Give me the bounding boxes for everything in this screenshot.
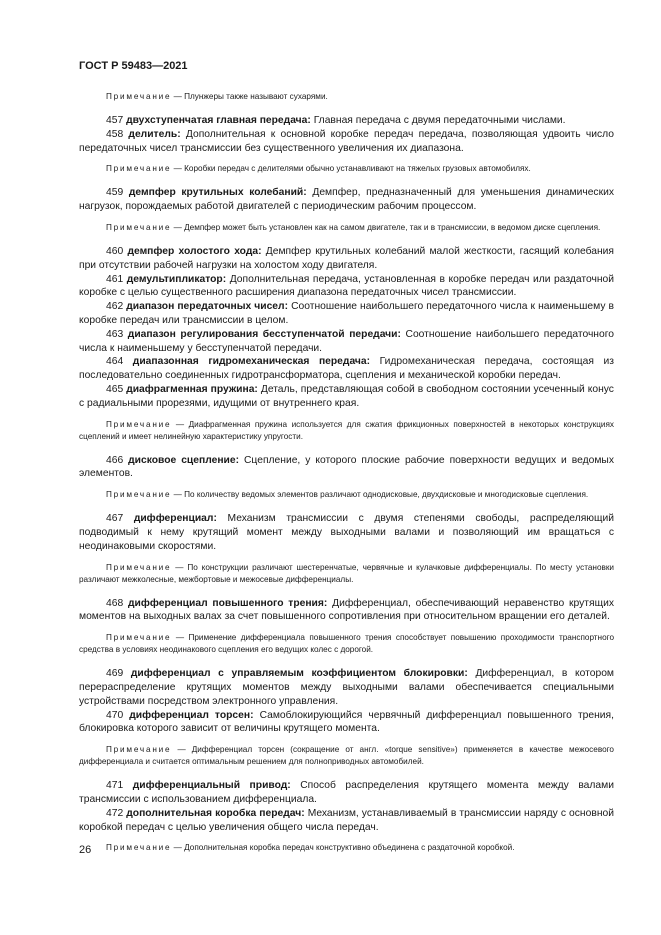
term-name: дополнительная коробка передач: xyxy=(126,807,305,819)
term-definition xyxy=(79,597,614,625)
note-label: Примечание xyxy=(106,164,172,174)
note-label: Примечание xyxy=(106,562,172,572)
term-text: Демпфер крутильных колебаний малой жесткости, гасящий колебания при отсутствии рабочей нагрузки на холостом ходу двигателя. xyxy=(79,245,614,271)
term-definition xyxy=(79,807,614,835)
term-name: диапазон регулирования бесступенчатой передачи: xyxy=(127,328,401,340)
term-number: 458 xyxy=(106,128,124,140)
note-paragraph xyxy=(79,744,614,768)
term-text: Главная передача с двумя передаточными числами. xyxy=(313,115,566,126)
term-name: демультипликатор: xyxy=(126,273,227,285)
note-text: — Применение дифференциала повышенного трения способствует повышению проходимости транспортного средства в условиях неодинакового сцепления его ведущих колес с дорогой. xyxy=(79,633,614,655)
term-number: 464 xyxy=(106,356,124,368)
term-number: 466 xyxy=(106,454,124,466)
note-text: — Диафрагменная пружина используется для сжатия фрикционных поверхностей в некоторых конструкциях сцеплений и имеет нелинейную характеристику упругости. xyxy=(79,419,614,441)
note-paragraph xyxy=(79,163,614,175)
note-paragraph xyxy=(79,222,614,234)
note-paragraph xyxy=(79,419,614,443)
term-name: дифференциальный привод: xyxy=(132,780,291,792)
term-text: Демпфер, предназначенный для уменьшения динамических нагрузок, порождаемых работой двигателей с периодическим рабочим процессом. xyxy=(79,187,614,213)
term-text: Дифференциал, обеспечивающий неравенство крутящих моментов на выходных валах за счет повышенного сопротивления при относительном вращении его деталей. xyxy=(79,597,614,623)
note-label: Примечание xyxy=(106,92,172,101)
term-number: 463 xyxy=(106,328,124,340)
term-number: 465 xyxy=(106,383,124,395)
note-paragraph xyxy=(79,91,614,103)
term-text: Механизм, устанавливаемый в трансмиссии наряду с основной коробкой передач с целью увеличения общего числа передач. xyxy=(79,807,614,833)
term-number: 472 xyxy=(106,807,124,819)
term-name: дифференциал торсен: xyxy=(129,709,254,721)
term-name: диапазонная гидромеханическая передача: xyxy=(132,356,371,368)
term-name: дисковое сцепление: xyxy=(128,454,240,466)
term-name: дифференциал с управляемым коэффициентом блокировки: xyxy=(130,668,468,680)
term-definition xyxy=(79,328,614,356)
note-paragraph xyxy=(79,632,614,656)
term-number: 467 xyxy=(106,513,124,525)
term-number: 460 xyxy=(106,245,124,257)
term-number: 471 xyxy=(106,780,124,792)
term-text: Самоблокирующийся червячный дифференциал повышенного трения, блокировка которого зависит от величины крутящего момента. xyxy=(79,709,614,735)
term-definition xyxy=(79,355,614,383)
term-name: демпфер крутильных колебаний: xyxy=(128,187,307,199)
note-label: Примечание xyxy=(106,633,172,643)
term-number: 461 xyxy=(106,273,124,285)
term-definition xyxy=(79,667,614,708)
term-number: 457 xyxy=(106,115,124,126)
term-text: Соотношение наибольшего передаточного числа к наименьшему у бесступенчатой передачи. xyxy=(79,328,614,354)
note-label: Примечание xyxy=(106,745,172,755)
note-text: — Коробки передач с делителями обычно устанавливают на тяжелых грузовых автомобилях. xyxy=(173,164,531,174)
term-name: дифференциал: xyxy=(133,513,217,525)
note-label: Примечание xyxy=(106,490,172,500)
term-name: двухступенчатая главная передача: xyxy=(126,115,311,126)
term-name: делитель: xyxy=(128,128,181,140)
note-text: — Демпфер может быть установлен как на самом двигателе, так и в трансмиссии, в ведомом диске сцепления. xyxy=(173,222,601,232)
document-body xyxy=(79,91,614,865)
term-text: Дифференциал, в котором перераспределение крутящих моментов между выходными валами обеспечивается специальными устройствами посредством электронного управления. xyxy=(79,668,614,707)
note-text: — Дифференциал торсен (сокращение от англ. «torque sensitive») применяется в качестве межосевого дифференциала и считается оптимальным решением для полноприводных автомобилей. xyxy=(79,745,614,767)
term-name: дифференциал повышенного трения: xyxy=(127,597,328,609)
term-number: 469 xyxy=(106,668,124,680)
term-number: 462 xyxy=(106,301,124,313)
term-definition xyxy=(79,383,614,411)
page-number: 26 xyxy=(79,844,92,856)
note-paragraph xyxy=(79,842,614,854)
term-definition xyxy=(79,709,614,737)
term-text: Соотношение наибольшего передаточного числа к наименьшему в коробке передач или трансмиссии в целом. xyxy=(79,301,614,326)
term-text: Дополнительная передача, установленная в коробке передач или раздаточной коробке с целью существенного расширения диапазона передаточных чисел трансмиссии. xyxy=(79,273,614,299)
note-text: — По количеству ведомых элементов различают однодисковые, двухдисковые и многодисковые сцепления. xyxy=(173,490,589,500)
note-text: — Плунжеры также называют сухарями. xyxy=(173,92,328,101)
term-text: Сцепление, у которого плоские рабочие поверхности ведущих и ведомых элементов. xyxy=(79,454,614,480)
note-text: — Дополнительная коробка передач конструктивно объединена с раздаточной коробкой. xyxy=(173,843,515,853)
term-definition xyxy=(79,186,614,214)
term-definition xyxy=(79,273,614,301)
note-paragraph xyxy=(79,562,614,586)
document-header: ГОСТ Р 59483—2021 xyxy=(79,60,188,72)
note-text: — По конструкции различают шестеренчатые, червячные и кулачковые дифференциалы. По месту установки различают межколесные, межбортовые и межосевые дифференциалы. xyxy=(79,562,615,584)
term-name: диафрагменная пружина: xyxy=(126,383,258,395)
term-definition xyxy=(79,245,614,273)
term-text: Деталь, представляющая собой в свободном состоянии усеченный конус с радиальными прорезями, идущими от внутреннего края. xyxy=(79,383,614,409)
term-definition xyxy=(79,454,614,482)
term-text: Дополнительная к основной коробке передач передача, позволяющая удвоить число передаточных чисел трансмиссии без существенного увеличения их диапазона. xyxy=(79,128,614,154)
note-label: Примечание xyxy=(106,843,172,853)
note-label: Примечание xyxy=(106,222,172,232)
term-text: Способ распределения крутящего момента между валами трансмиссии с использованием дифференциала. xyxy=(79,780,614,805)
term-text: Гидромеханическая передача, состоящая из последовательно соединенных гидротрансформатора, сцепления и механической коробки передач. xyxy=(79,356,614,382)
term-definition xyxy=(79,300,614,328)
term-name: диапазон передаточных чисел: xyxy=(126,301,288,313)
note-paragraph xyxy=(79,489,614,501)
term-name: демпфер холостого хода: xyxy=(127,245,262,257)
term-definition xyxy=(79,114,614,128)
term-number: 468 xyxy=(106,597,124,609)
term-number: 459 xyxy=(106,187,124,199)
term-definition xyxy=(79,779,614,807)
term-text: Механизм трансмиссии с двумя степенями свободы, распределяющий подводимый к нему крутящий момент между выходными валами и позволяющий им вращаться с неодинаковыми скоростями. xyxy=(79,513,614,552)
term-definition xyxy=(79,128,614,156)
term-definition xyxy=(79,512,614,553)
term-number: 470 xyxy=(106,709,124,721)
note-label: Примечание xyxy=(106,419,172,429)
